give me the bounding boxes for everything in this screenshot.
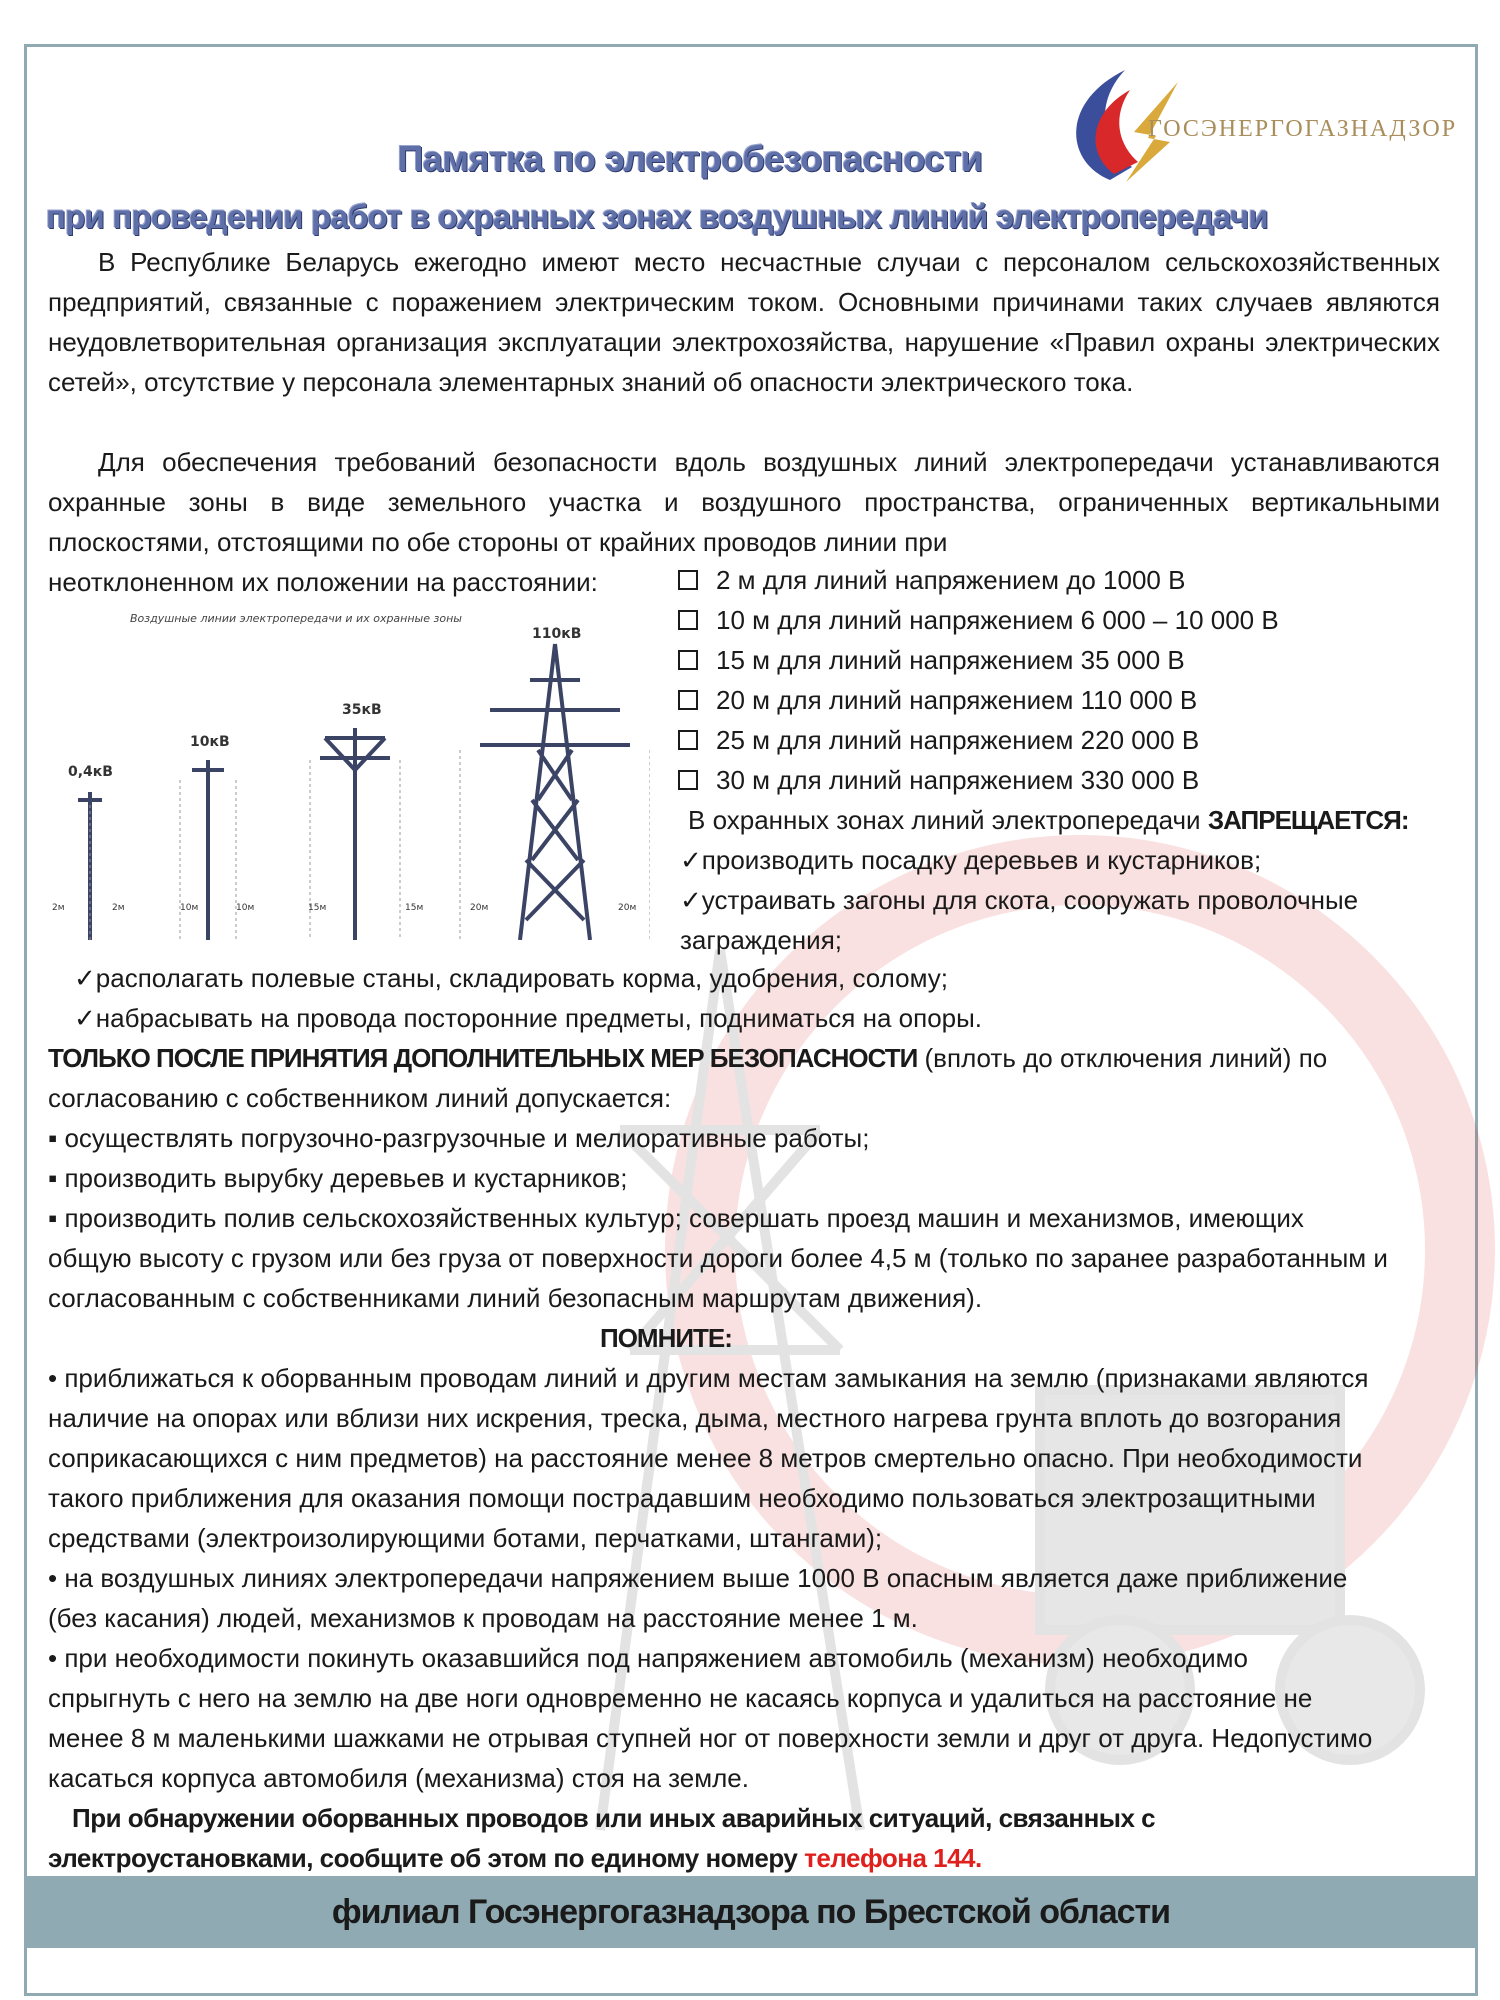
remember-line: • при необходимости покинуть оказавшийся под напряжением автомобиль (механизм) необходимо — [48, 1643, 1248, 1673]
emergency-phone: телефона 144. — [804, 1843, 982, 1873]
diagram-distance: 15м — [405, 903, 424, 913]
closing-line-2: электроустановками, сообщите об этом по единому номеру телефона 144. — [48, 1843, 982, 1873]
remember-line: спрыгнуть с него на землю на две ноги одновременно не касаясь корпуса и удалиться на расстояние не — [48, 1683, 1313, 1713]
prohibited-item: ✓производить посадку деревьев и кустарников; — [680, 845, 1262, 875]
prohibited-item: ✓устраивать загоны для скота, сооружать проволочные — [680, 885, 1359, 915]
prohibited-item: заграждения; — [680, 925, 842, 955]
remember-line: (без касания) людей, механизмов к проводам на расстояние менее 1 м. — [48, 1603, 918, 1633]
diagram-label-110kv: 110кВ — [532, 626, 582, 642]
intro-paragraph-1: В Республике Беларусь ежегодно имеют место несчастные случаи с персоналом сельскохозяйственных предприятий, связанные с поражением электрическим током. Основными причинами таких случаев являются неудовлетворительная организация эксплуатации электрохозяйства, нарушение «Правил охраны электрических сетей», отсутствие у персонала элементарных знаний об опасности электрического тока. — [48, 247, 1440, 397]
diagram-distance: 10м — [180, 903, 199, 913]
allowed-heading-line2: согласованию с собственником линий допускается: — [48, 1083, 672, 1113]
prohibited-item: ✓набрасывать на провода посторонние предметы, подниматься на опоры. — [74, 1003, 983, 1033]
diagram-distance: 15м — [308, 903, 327, 913]
list-item: 25 м для линий напряжением 220 000 В — [678, 720, 1438, 760]
diagram-label-10kv: 10кВ — [190, 734, 230, 750]
list-item: 2 м для линий напряжением до 1000 В — [678, 560, 1438, 600]
checkbox-square-icon — [678, 570, 698, 590]
allowed-item: ▪ производить полив сельскохозяйственных культур; совершать проезд машин и механизмов, имеющих — [48, 1203, 1304, 1233]
intro-paragraph-2: Для обеспечения требований безопасности вдоль воздушных линий электропередачи устанавливаются охранные зоны в виде земельного участка и воздушного пространства, ограниченных вертикальными плоскостями, отстоящими по обе стороны от крайних проводов линии при — [48, 447, 1440, 557]
checkbox-square-icon — [678, 610, 698, 630]
list-item: 15 м для линий напряжением 35 000 В — [678, 640, 1438, 680]
diagram-distance: 20м — [470, 903, 489, 913]
intro-paragraph-2-tail: неотклоненном их положении на расстоянии: — [48, 567, 598, 597]
footer-banner: филиал Госэнергогазнадзора по Брестской области — [24, 1876, 1478, 1948]
diagram-distance: 20м — [618, 903, 637, 913]
remember-heading: ПОМНИТЕ: — [600, 1323, 732, 1353]
checkbox-square-icon — [678, 730, 698, 750]
list-item: 10 м для линий напряжением 6 000 – 10 000 В — [678, 600, 1438, 640]
page-title: Памятка по электробезопасности — [397, 138, 983, 179]
remember-line: • на воздушных линиях электропередачи напряжением выше 1000 В опасным является даже приближение — [48, 1563, 1348, 1593]
diagram-label-35kv: 35кВ — [342, 702, 382, 718]
remember-line: соприкасающихся с ним предметов) на расстояние менее 8 метров смертельно опасно. При необходимости — [48, 1443, 1363, 1473]
prohibited-item: ✓располагать полевые станы, складировать корма, удобрения, солому; — [74, 963, 948, 993]
remember-line: • приближаться к оборванным проводам линий и другим местам замыкания на землю (признаками являются — [48, 1363, 1369, 1393]
diagram-distance: 2м — [52, 903, 65, 913]
checkbox-square-icon — [678, 690, 698, 710]
allowed-item: ▪ осуществлять погрузочно-разгрузочные и мелиоративные работы; — [48, 1123, 870, 1153]
allowed-item: ▪ производить вырубку деревьев и кустарников; — [48, 1163, 628, 1193]
remember-line: такого приближения для оказания помощи пострадавшим необходимо пользоваться электрозащитными — [48, 1483, 1316, 1513]
page-subtitle: при проведении работ в охранных зонах воздушных линий электропередачи — [46, 198, 1268, 235]
remember-line: средствами (электроизолирующими ботами, перчатками, штангами); — [48, 1523, 883, 1553]
checkbox-square-icon — [678, 650, 698, 670]
logo-text: ГОСЭНЕРГОГАЗНАДЗОР — [1148, 116, 1458, 142]
allowed-heading: ТОЛЬКО ПОСЛЕ ПРИНЯТИЯ ДОПОЛНИТЕЛЬНЫХ МЕР БЕЗОПАСНОСТИ (вплоть до отключения линий) по — [48, 1043, 1328, 1073]
closing-line-1: При обнаружении оборванных проводов или иных аварийных ситуаций, связанных с — [72, 1803, 1156, 1833]
diagram-distance: 2м — [112, 903, 125, 913]
prohibited-heading: В охранных зонах линий электропередачи ЗАПРЕЩАЕТСЯ: — [688, 805, 1409, 835]
diagram-caption: Воздушные линии электропередачи и их охранные зоны — [130, 612, 462, 625]
diagram-label-04kv: 0,4кВ — [68, 764, 113, 780]
power-line-diagram — [40, 600, 650, 940]
diagram-distance: 10м — [236, 903, 255, 913]
remember-line: наличие на опорах или вблизи них искрения, треска, дыма, местного нагрева грунта вплоть до возгорания — [48, 1403, 1342, 1433]
allowed-item: согласованным с собственниками линий безопасным маршрутам движения). — [48, 1283, 983, 1313]
protection-zone-list — [678, 560, 1438, 800]
list-item: 20 м для линий напряжением 110 000 В — [678, 680, 1438, 720]
remember-line: касаться корпуса автомобиля (механизма) стоя на земле. — [48, 1763, 749, 1793]
checkbox-square-icon — [678, 770, 698, 790]
list-item: 30 м для линий напряжением 330 000 В — [678, 760, 1438, 800]
remember-line: менее 8 м маленькими шажками не отрывая ступней ног от поверхности земли и друг от друга. Недопустимо — [48, 1723, 1373, 1753]
allowed-item: общую высоту с грузом или без груза от поверхности дороги более 4,5 м (только по заранее разработанным и — [48, 1243, 1388, 1273]
